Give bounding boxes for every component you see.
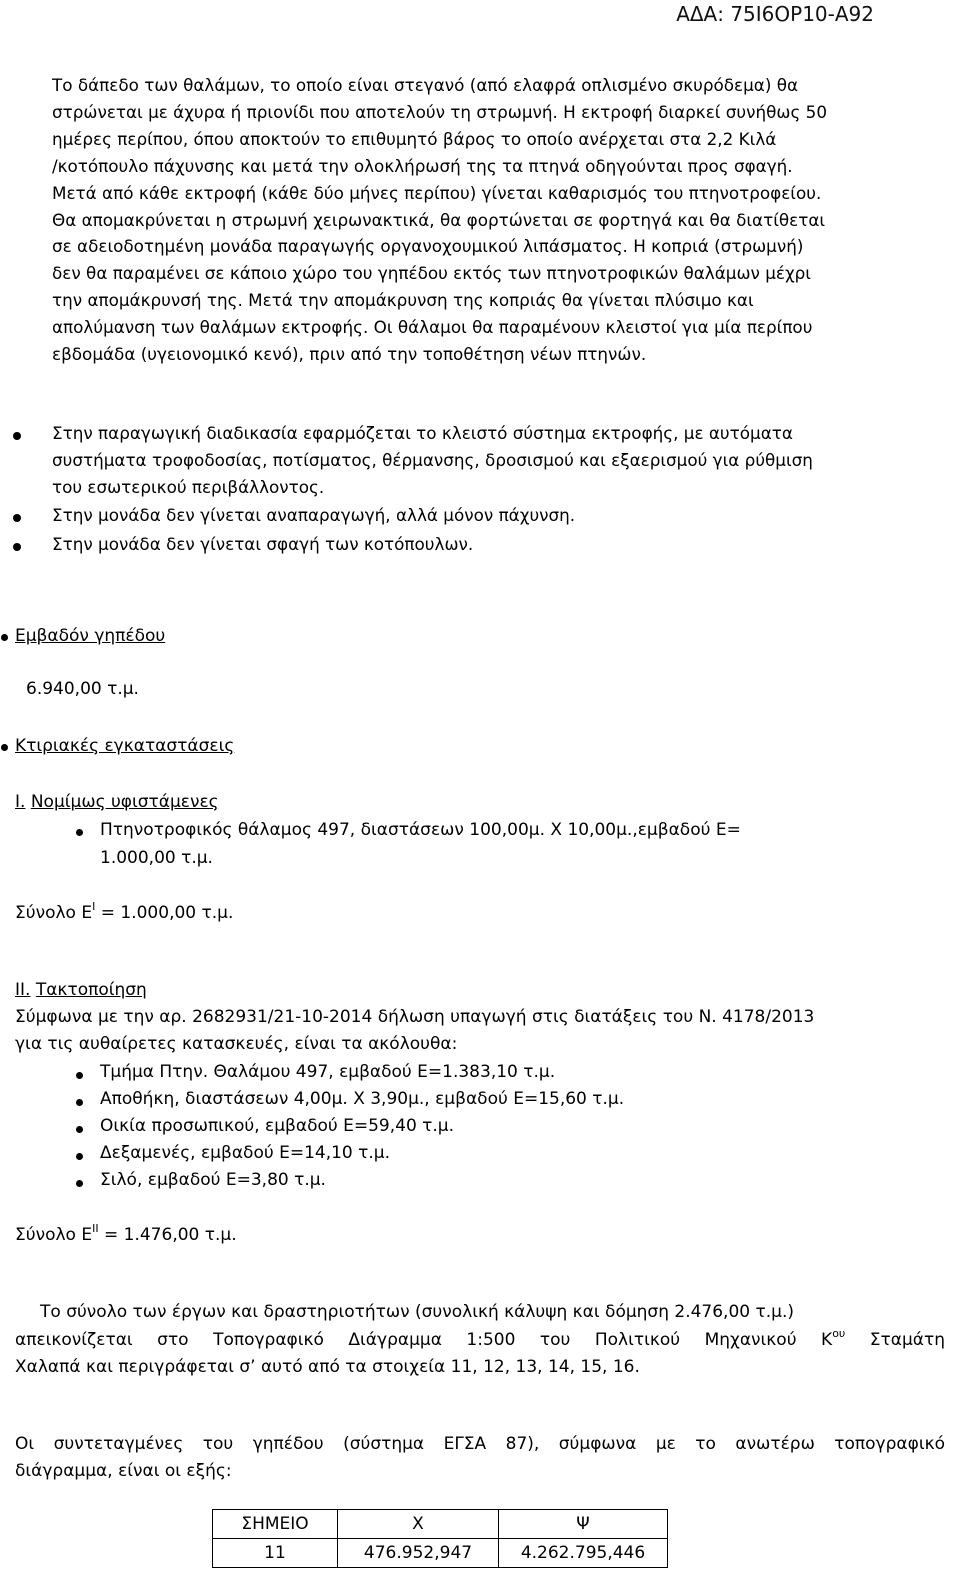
bullet-dot-icon (76, 1099, 83, 1106)
table-cell: 11 (213, 1539, 338, 1568)
legal-heading-text: Νομίμως υφιστάμενες (30, 792, 219, 812)
intro-line: στρώνεται με άχυρα ή πριονίδι που αποτελούν τη στρωμνή. Η εκτροφή διαρκεί συνήθως 50 (52, 101, 827, 122)
bullet-item (52, 502, 944, 529)
bullet-dot-icon (13, 514, 21, 522)
coordinates-table (212, 1509, 668, 1568)
intro-line: Μετά από κάθε εκτροφή (κάθε δύο μήνες περίπου) γίνεται καθαρισμός του πτηνοτροφείου. (52, 182, 822, 203)
area-heading: Εμβαδόν γηπέδου (15, 626, 166, 646)
legal-heading-num: Ι. (15, 792, 26, 812)
table-cell: 476.952,947 (338, 1539, 499, 1568)
intro-line: Θα απομακρύνεται η στρωμνή χειρωνακτικά, θα φορτώνεται σε φορτηγά και θα διατίθεται (52, 209, 826, 230)
legal-item-line: Πτηνοτροφικός θάλαμος 497, διαστάσεων 100,00μ. Χ 10,00μ.,εμβαδού Ε= (100, 820, 741, 840)
intro-line: σε αδειοδοτημένη μονάδα παραγωγής οργανοχουμικού λιπάσματος. Η κοπριά (στρωμνή) (52, 236, 804, 257)
regularized-item: Αποθήκη, διαστάσεων 4,00μ. Χ 3,90μ., εμβαδού Ε=15,60 τ.μ. (100, 1089, 625, 1109)
buildings-heading: Κτιριακές εγκαταστάσεις (15, 736, 235, 756)
regularized-total-suffix: = 1.476,00 τ.μ. (98, 1225, 237, 1245)
bullet-dot-icon (76, 1180, 83, 1187)
bullet-line: συστήματα τροφοδοσίας, ποτίσματος, θέρμανσης, δροσισμού και εξαερισμού για ρύθμιση (52, 449, 813, 470)
bullet-line: του εσωτερικού περιβάλλοντος. (52, 476, 325, 497)
table-header-cell: Χ (338, 1510, 499, 1539)
legal-total-suffix: = 1.000,00 τ.μ. (95, 903, 234, 923)
summary-line-part: Σταμάτη (845, 1330, 945, 1350)
bullet-dot-icon (1, 634, 8, 641)
summary-line (15, 1327, 945, 1350)
coords-intro-line: Οι συντεταγμένες του γηπέδου (σύστημα ΕΓΣΑ 87), σύμφωνα με το ανωτέρω τοπογραφικό (15, 1434, 945, 1454)
bullet-dot-icon (13, 543, 21, 551)
bullet-line: Στην μονάδα δεν γίνεται σφαγή των κοτόπουλων. (52, 534, 474, 554)
bullet-item (52, 531, 944, 558)
intro-line: απολύμανση των θαλάμων εκτροφής. Οι θάλαμοι θα παραμένουν κλειστοί για μία περίπου (52, 317, 813, 338)
intro-line: την απομάκρυνσή της. Μετά την απομάκρυνση της κοπριάς θα γίνεται πλύσιμο και (52, 290, 754, 311)
intro-paragraph (52, 72, 944, 368)
legal-total (15, 900, 234, 923)
regularized-total-sup: ΙΙ (92, 1222, 99, 1235)
bullet-dot-icon (76, 1153, 83, 1160)
bullet-dot-icon (76, 829, 83, 836)
table-header-row (213, 1510, 668, 1539)
bullet-dot-icon (13, 432, 21, 440)
ada-code: ΑΔΑ: 75Ι6ΟΡ10-Α92 (676, 2, 874, 26)
regularized-item: Δεξαμενές, εμβαδού Ε=14,10 τ.μ. (100, 1143, 390, 1163)
regularized-total (15, 1222, 237, 1245)
intro-line: εβδομάδα (υγειονομικό κενό), πριν από την τοποθέτηση νέων πτηνών. (52, 344, 647, 365)
bullet-dot-icon (76, 1126, 83, 1133)
bullet-line: Στην παραγωγική διαδικασία εφαρμόζεται το κλειστό σύστημα εκτροφής, με αυτόματα (52, 423, 793, 443)
intro-line: /κοτόπουλο πάχυνσης και μετά την ολοκλήρωσή της τα πτηνά οδηγούνται προς σφαγή. (52, 155, 793, 176)
summary-line: Το σύνολο των έργων και δραστηριοτήτων (συνολική κάλυψη και δόμηση 2.476,00 τ.μ.) (40, 1302, 794, 1322)
regularized-total-prefix: Σύνολο Ε (15, 1225, 93, 1245)
table-header-cell: ΣΗΜΕΙΟ (213, 1510, 338, 1539)
bullet-dot-icon (76, 1072, 83, 1079)
regularized-heading (15, 980, 147, 1000)
legal-total-prefix: Σύνολο Ε (15, 903, 93, 923)
table-header-cell: Ψ (499, 1510, 668, 1539)
intro-line: Το δάπεδο των θαλάμων, το οποίο είναι στεγανό (από ελαφρά οπλισμένο σκυρόδεμα) θα (52, 75, 799, 95)
coords-intro-line: διάγραμμα, είναι οι εξής: (15, 1461, 232, 1481)
legal-total-sup: Ι (92, 900, 96, 913)
intro-line: δεν θα παραμένει σε κάποιο χώρο του γηπέδου εκτός των πτηνοτροφικών θαλάμων μέχρι (52, 263, 811, 284)
intro-line: ημέρες περίπου, όπου αποκτούν το επιθυμητό βάρος το οποίο ανέρχεται στα 2,2 Κιλά (52, 128, 777, 149)
regularized-intro-line: για τις αυθαίρετες κατασκευές, είναι τα ακόλουθα: (15, 1034, 458, 1054)
table-row (213, 1539, 668, 1568)
bullet-dot-icon (1, 744, 8, 751)
regularized-item: Σιλό, εμβαδού Ε=3,80 τ.μ. (100, 1170, 326, 1190)
summary-line-sup: ου (832, 1327, 846, 1340)
table-cell: 4.262.795,446 (499, 1539, 668, 1568)
summary-line-part: απεικονίζεται στο Τοπογραφικό Διάγραμμα 1:500 του Πολιτικού Μηχανικού Κ (15, 1330, 833, 1350)
regularized-item: Τμήμα Πτην. Θαλάμου 497, εμβαδού Ε=1.383,10 τ.μ. (100, 1062, 556, 1082)
regularized-item: Οικία προσωπικού, εμβαδού Ε=59,40 τ.μ. (100, 1116, 455, 1136)
bullet-item (52, 420, 944, 501)
legal-heading (15, 792, 219, 812)
regularized-intro-line: Σύμφωνα με την αρ. 2682931/21-10-2014 δήλωση υπαγωγή στις διατάξεις του Ν. 4178/2013 (15, 1007, 815, 1027)
summary-line: Χαλαπά και περιγράφεται σ’ αυτό από τα στοιχεία 11, 12, 13, 14, 15, 16. (15, 1357, 640, 1377)
regularized-heading-text: Τακτοποίηση (35, 980, 147, 1000)
bullet-line: Στην μονάδα δεν γίνεται αναπαραγωγή, αλλά μόνον πάχυνση. (52, 505, 576, 525)
legal-item-line: 1.000,00 τ.μ. (100, 848, 213, 868)
regularized-heading-num: ΙΙ. (15, 980, 31, 1000)
area-value: 6.940,00 τ.μ. (26, 679, 139, 699)
